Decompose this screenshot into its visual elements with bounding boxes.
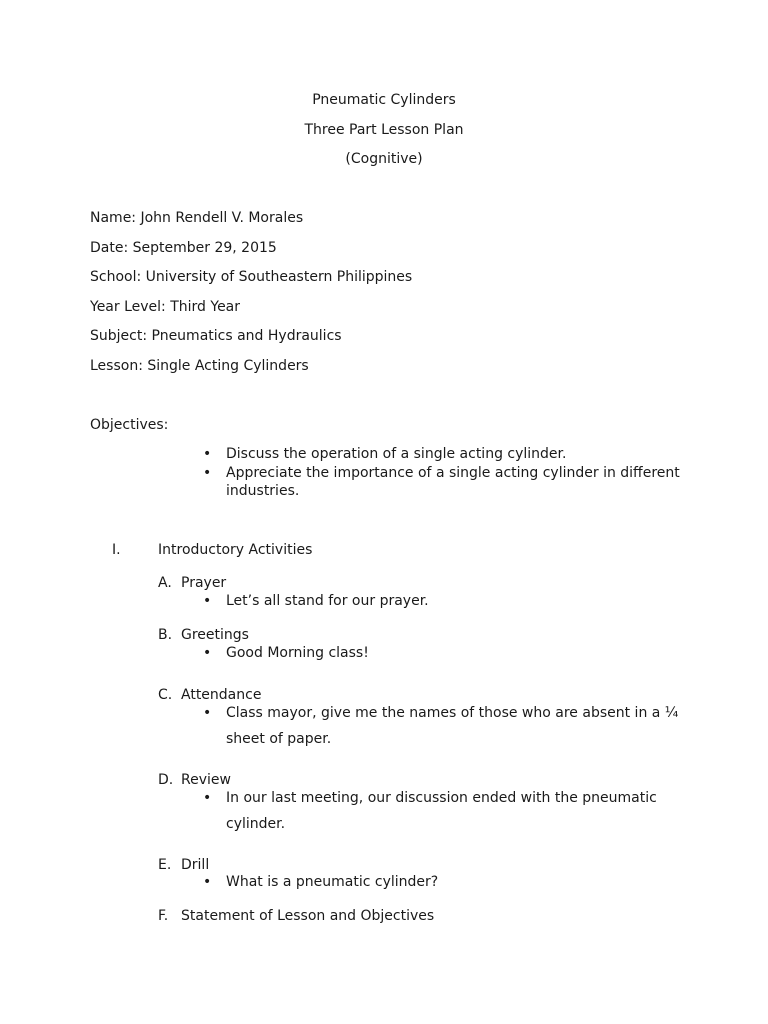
document-subtitle: Three Part Lesson Plan (304, 122, 464, 138)
item-letter: B. (158, 627, 173, 643)
item-bullet-text-continuation: sheet of paper. (226, 731, 332, 747)
item-title: Drill (181, 857, 210, 873)
info-name: Name: John Rendell V. Morales (90, 210, 304, 226)
info-year-level: Year Level: Third Year (90, 299, 241, 315)
info-date: Date: September 29, 2015 (90, 240, 277, 256)
item-title: Statement of Lesson and Objectives (181, 908, 435, 924)
item-bullet-text: Let’s all stand for our prayer. (226, 593, 429, 609)
item-bullet-text-continuation: cylinder. (226, 816, 286, 832)
info-lesson: Lesson: Single Acting Cylinders (90, 358, 309, 374)
document-type: (Cognitive) (345, 151, 423, 167)
info-school: School: University of Southeastern Philippines (90, 269, 413, 285)
item-letter: A. (158, 575, 172, 591)
info-subject: Subject: Pneumatics and Hydraulics (90, 328, 342, 344)
objectives-label: Objectives: (90, 417, 169, 433)
document-title: Pneumatic Cylinders (312, 92, 456, 108)
bullet-icon: • (203, 645, 212, 661)
item-letter: F. (158, 908, 169, 924)
section-title: Introductory Activities (158, 542, 313, 558)
bullet-icon: • (203, 446, 212, 462)
item-letter: D. (158, 772, 174, 788)
objective-item: Appreciate the importance of a single acting cylinder in different (226, 465, 680, 481)
bullet-icon: • (203, 465, 212, 481)
objective-item-continuation: industries. (226, 483, 300, 499)
objective-item: Discuss the operation of a single acting cylinder. (226, 446, 567, 462)
item-letter: C. (158, 687, 173, 703)
item-title: Greetings (181, 627, 249, 643)
bullet-icon: • (203, 705, 212, 721)
item-bullet-text: In our last meeting, our discussion ended with the pneumatic (226, 790, 657, 806)
item-title: Review (181, 772, 231, 788)
section-numeral: I. (112, 542, 121, 558)
item-title: Prayer (181, 575, 227, 591)
bullet-icon: • (203, 593, 212, 609)
item-bullet-text: Good Morning class! (226, 645, 369, 661)
item-letter: E. (158, 857, 172, 873)
item-title: Attendance (181, 687, 262, 703)
bullet-icon: • (203, 790, 212, 806)
item-bullet-text: What is a pneumatic cylinder? (226, 874, 439, 890)
bullet-icon: • (203, 874, 212, 890)
item-bullet-text: Class mayor, give me the names of those who are absent in a ¼ (226, 705, 679, 721)
